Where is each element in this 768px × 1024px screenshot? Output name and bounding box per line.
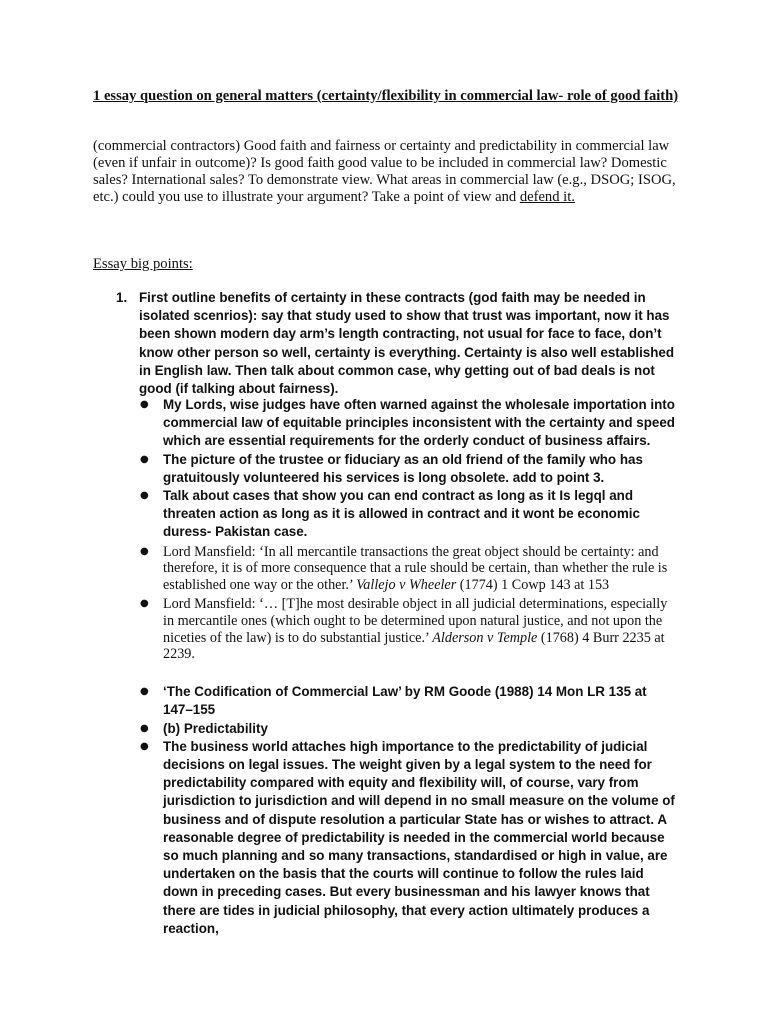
bullet-icon: ● xyxy=(140,686,149,698)
list-item-text: Lord Mansfield: ‘In all mercantile transactions the great object should be certainty: and therefore, it is of more consequence that a rule should be certain, than whether the rule is established one way or the other.’ xyxy=(163,543,668,594)
list-item-bold-note: add to point 3. xyxy=(512,469,605,485)
list-item-text: (b) Predictability xyxy=(163,720,268,736)
case-name: Alderson v Temple xyxy=(432,629,538,646)
bullet-icon: ● xyxy=(140,453,149,465)
case-citation: (1774) 1 Cowp 143 at 153 xyxy=(456,577,610,594)
page-title: 1 essay question on general matters (certainty/flexibility in commercial law- role of good faith) xyxy=(93,88,679,104)
bullet-icon: ● xyxy=(140,490,149,502)
list-item xyxy=(140,451,680,487)
intro-paragraph xyxy=(93,138,693,206)
list-item xyxy=(140,720,680,738)
intro-text: (commercial contractors) Good faith and fairness or certainty and predictability in commercial law (even if unfair in outcome)? Is good faith good value to be included in commercial law? Domestic sales? International sales? To demonstrate view. What areas in commercial law (e.g., DSOG; ISOG, etc.) could you use to illustrate your argument? Take a point of view and xyxy=(93,138,676,205)
list-item xyxy=(140,396,680,451)
bullet-icon: ● xyxy=(140,545,149,557)
list-item-text: ‘The Codification of Commercial Law’ by RM Goode (1988) 14 Mon LR 135 at 147–155 xyxy=(163,684,647,718)
list-item xyxy=(140,487,680,542)
bullet-icon: ● xyxy=(140,722,149,734)
intro-underlined-text: defend it. xyxy=(519,189,575,205)
list-spacer xyxy=(140,663,680,683)
list-item xyxy=(140,544,680,594)
list-item xyxy=(140,738,680,938)
bullet-icon: ● xyxy=(140,598,149,610)
list-item xyxy=(140,683,680,719)
bullet-list xyxy=(140,396,680,938)
case-citation: (1768) 4 Burr 2235 at 2239. xyxy=(163,629,665,663)
bullet-icon: ● xyxy=(140,399,149,410)
list-item xyxy=(140,596,680,663)
list-item-text: The picture of the trustee or fiduciary as an old friend of the family who has gratuitously volunteered his services is long obsolete. xyxy=(163,451,643,485)
list-item-text: The business world attaches high importance to the predictability of judicial decisions on legal issues. The weight given by a legal system to the need for predictability compared with equity and flexibility will, of course, vary from jurisdiction to jurisdiction and will depend in no small measure on the volume of business and of dispute resolution a particular State has or wishes to attract. A reasonable degree of predictability is needed in the commercial world because so much planning and so many transactions, standardised or high in value, are undertaken on the basis that the courts will continue to follow the rules laid down in preceding cases. But every businessman and his lawyer knows that there are tides in judicial philosophy, that every action ultimately produces a reaction, xyxy=(163,738,675,936)
essay-points-label: Essay big points: xyxy=(93,256,193,272)
bullet-icon: ● xyxy=(140,740,149,752)
point-1-text: First outline benefits of certainty in these contracts (god faith may be needed in isolated scenrios): say that study used to show that trust was important, now it has been shown modern day arm’s length contracting, not usual for face to face, don’t know other person so well, certainty is everything. Certainty is also well established in English law. Then talk about common case, why getting out of bad deals is not good (if talking about fairness). xyxy=(139,290,675,397)
point-1-number: 1. xyxy=(116,290,128,305)
list-item-text: My Lords, wise judges have often warned against the wholesale importation into commercial law of equitable principles inconsistent with the certainty and speed which are essential requirements for the orderly conduct of business affairs. xyxy=(163,397,675,449)
case-name: Vallejo v Wheeler xyxy=(356,577,457,594)
list-item-text: Talk about cases that show you can end contract as long as it Is legql and threaten action as long as it is allowed in contract and it wont be economic duress- Pakistan case. xyxy=(163,488,640,540)
list-item-text: Lord Mansfield: ‘… [T]he most desirable object in all judicial determinations, especially in mercantile ones (which ought to be determined upon natural justice, and not upon the niceties of the law) is to do substantial justice.’ xyxy=(163,596,668,646)
